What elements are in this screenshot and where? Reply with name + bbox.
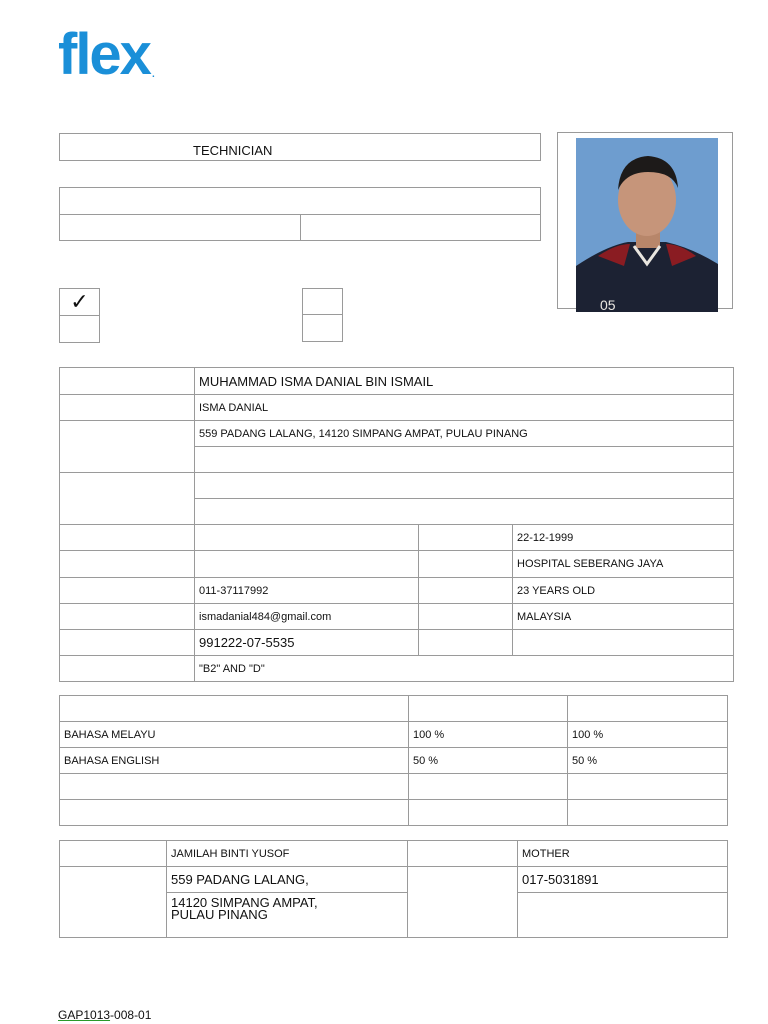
svg-text:05: 05 [600, 297, 616, 312]
language-written: 100 % [568, 722, 728, 748]
table-row [60, 748, 728, 774]
license-value: "B2" AND "D" [195, 656, 734, 682]
position-field [59, 133, 541, 161]
language-spoken: 100 % [409, 722, 568, 748]
full-name-value: MUHAMMAD ISMA DANIAL BIN ISMAIL [195, 368, 734, 395]
label-cell [60, 604, 195, 630]
checkbox-unchecked[interactable] [303, 289, 343, 315]
blank-cell [195, 499, 734, 525]
label-cell [419, 604, 513, 630]
label-cell [419, 630, 513, 656]
emergency-contact-table [59, 840, 728, 938]
dob-value: 22-12-1999 [513, 525, 734, 551]
label-cell [60, 630, 195, 656]
application-info-table [59, 187, 541, 241]
label-cell [419, 525, 513, 551]
checkbox-unchecked[interactable] [303, 315, 343, 342]
label-cell [60, 421, 195, 473]
blank-cell [195, 551, 419, 578]
email-value: ismadanial484@gmail.com [195, 604, 419, 630]
label-cell [60, 368, 195, 395]
label-cell [60, 525, 195, 551]
relationship-value: MOTHER [518, 841, 728, 867]
blank-cell [409, 800, 568, 826]
blank-cell [513, 630, 734, 656]
address-extra-cell [195, 447, 734, 473]
checkbox-group-left [59, 288, 100, 343]
photo-frame [557, 132, 733, 312]
info-cell [300, 215, 541, 241]
contact-address-line3: PULAU PINANG [171, 907, 268, 922]
label-cell [60, 578, 195, 604]
phone-value: 011-37117992 [195, 578, 419, 604]
language-spoken: 50 % [409, 748, 568, 774]
contact-name-value: JAMILAH BINTI YUSOF [167, 841, 408, 867]
portrait-icon [576, 138, 718, 312]
nationality-value: MALAYSIA [513, 604, 734, 630]
flex-logo: flex . [58, 22, 155, 87]
header-cell [60, 696, 409, 722]
birthplace-value: HOSPITAL SEBERANG JAYA [513, 551, 734, 578]
nickname-value: ISMA DANIAL [195, 395, 734, 421]
contact-address-line2: 14120 SIMPANG AMPAT, [171, 895, 318, 910]
info-cell [60, 188, 541, 215]
label-cell [60, 395, 195, 421]
blank-cell [409, 774, 568, 800]
table-row [60, 722, 728, 748]
info-cell [60, 215, 301, 241]
label-cell [419, 578, 513, 604]
blank-cell [195, 473, 734, 499]
blank-cell [568, 800, 728, 826]
blank-cell [60, 800, 409, 826]
header-cell [568, 696, 728, 722]
label-cell [408, 841, 518, 867]
label-cell [419, 551, 513, 578]
document-code-prefix: GAP1013 [58, 1008, 111, 1022]
languages-table [59, 695, 728, 826]
label-cell [60, 841, 167, 867]
blank-cell [518, 893, 728, 938]
personal-details-table [59, 367, 734, 682]
label-cell [60, 867, 167, 938]
check-mark-icon: ✓ [70, 289, 89, 314]
language-name: BAHASA MELAYU [60, 722, 409, 748]
contact-address-lines [167, 893, 408, 938]
blank-cell [195, 525, 419, 551]
label-cell [408, 867, 518, 938]
document-code [58, 1008, 151, 1022]
document-code-suffix: -008-01 [110, 1008, 152, 1022]
label-cell [60, 473, 195, 525]
language-name: BAHASA ENGLISH [60, 748, 409, 774]
blank-cell [60, 774, 409, 800]
address-value: 559 PADANG LALANG, 14120 SIMPANG AMPAT, PULAU PINANG [195, 421, 734, 447]
age-value: 23 YEARS OLD [513, 578, 734, 604]
checkbox-unchecked[interactable] [60, 316, 100, 343]
checkbox-checked[interactable] [60, 289, 100, 316]
contact-phone-value: 017-5031891 [518, 867, 728, 893]
ic-value: 991222-07-5535 [195, 630, 419, 656]
blank-cell [568, 774, 728, 800]
checkbox-group-right [302, 288, 343, 342]
label-cell [60, 551, 195, 578]
position-value: TECHNICIAN [193, 143, 273, 158]
header-cell [409, 696, 568, 722]
applicant-photo [576, 138, 718, 312]
label-cell [60, 656, 195, 682]
language-written: 50 % [568, 748, 728, 774]
contact-address-line1: 559 PADANG LALANG, [167, 867, 408, 893]
